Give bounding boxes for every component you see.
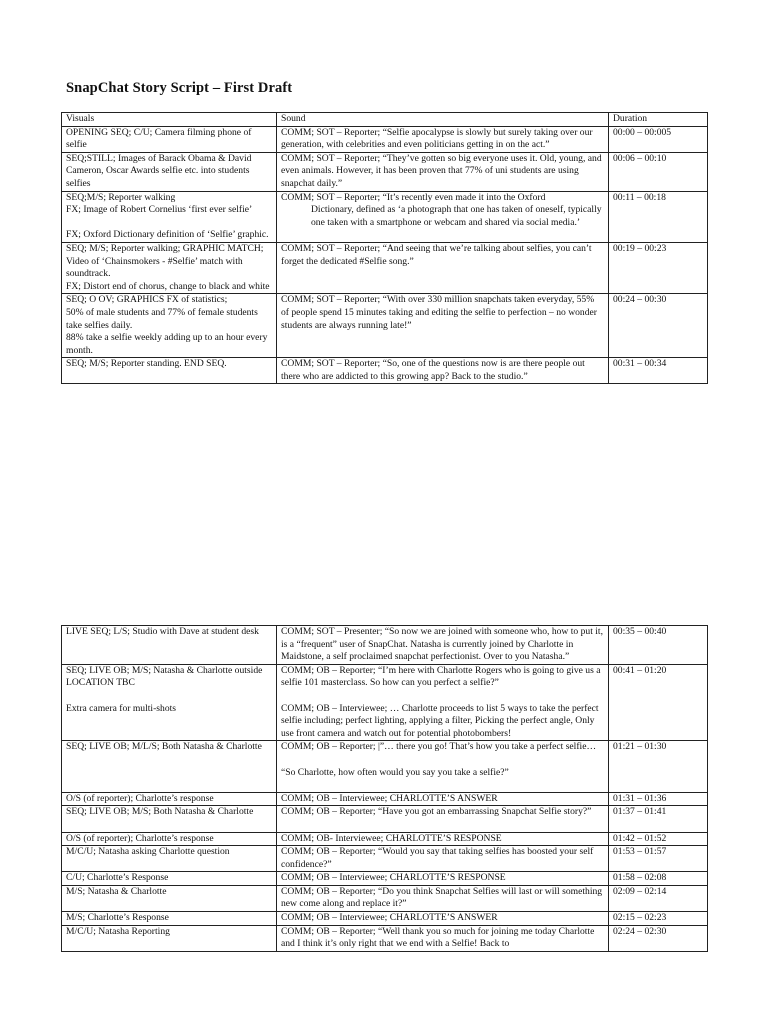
visuals-cell (62, 358, 277, 384)
table-header-row (62, 113, 708, 127)
cell-line: COMM; SOT – Reporter; “And seeing that we’re talking about selfies, you can’t forget the dedicated #Selfie song.” (281, 242, 592, 267)
cell-line: COMM; OB – Interviewee; … Charlotte proceeds to list 5 ways to take the perfect selfie including; perfect lighting, applying a filter, Picking the perfect angle, Only use front camera and watch out for potential photobombers! (281, 702, 599, 739)
visuals-cell (62, 664, 277, 741)
cell-line: SEQ; LIVE OB; M/S; Natasha & Charlotte outside LOCATION TBC (66, 664, 263, 689)
sound-cell (277, 885, 609, 911)
visuals-cell (62, 832, 277, 846)
sound-cell (277, 664, 609, 741)
cell-line: C/U; Charlotte’s Response (66, 872, 169, 884)
table-row (62, 741, 708, 792)
sound-cell (277, 242, 609, 293)
cell-line (281, 690, 603, 703)
header-sound: Sound (277, 113, 609, 127)
sound-cell (277, 912, 609, 926)
duration-cell: 01:42 – 01:52 (609, 832, 708, 846)
cell-line: M/C/U; Natasha asking Charlotte question (66, 846, 230, 858)
table-row (62, 664, 708, 741)
cell-line: OPENING SEQ; C/U; Camera filming phone of selfie (66, 126, 252, 151)
duration-cell: 00:19 – 00:23 (609, 242, 708, 293)
table-row (62, 358, 708, 384)
table-row (62, 885, 708, 911)
duration-cell: 02:24 – 02:30 (609, 925, 708, 951)
table-row (62, 294, 708, 358)
sound-cell (277, 792, 609, 806)
cell-line: M/S; Natasha & Charlotte (66, 885, 167, 897)
cell-line: SEQ; LIVE OB; M/L/S; Both Natasha & Charlotte (66, 741, 262, 753)
cell-line (281, 754, 603, 767)
cell-line: COMM; OB – Reporter; |”… there you go! That’s how you take a perfect selfie… (281, 741, 597, 753)
cell-line: M/C/U; Natasha Reporting (66, 925, 170, 937)
duration-cell: 00:31 – 00:34 (609, 358, 708, 384)
sound-cell (277, 294, 609, 358)
visuals-cell (62, 242, 277, 293)
cell-line: SEQ; M/S; Reporter standing. END SEQ. (66, 358, 227, 370)
duration-cell: 02:15 – 02:23 (609, 912, 708, 926)
table-row (62, 846, 708, 872)
table-row (62, 925, 708, 951)
sound-cell (277, 626, 609, 665)
document-title: SnapChat Story Script – First Draft (66, 80, 293, 96)
visuals-cell (62, 885, 277, 911)
cell-line: SEQ; O OV; GRAPHICS FX of statistics; (66, 294, 228, 306)
visuals-cell (62, 294, 277, 358)
visuals-cell (62, 626, 277, 665)
duration-cell: 01:37 – 01:41 (609, 806, 708, 832)
cell-line: SEQ; LIVE OB; M/S; Both Natasha & Charlotte (66, 806, 254, 818)
cell-line: COMM; OB – Interviewee; CHARLOTTE’S ANSWER (281, 912, 498, 924)
sound-cell (277, 741, 609, 792)
script-table-2 (61, 625, 708, 952)
table-row (62, 152, 708, 191)
cell-line: Extra camera for multi-shots (66, 702, 177, 714)
cell-line: COMM; OB – Reporter; “Do you think Snapchat Selfies will last or will something new come along and replace it?” (281, 885, 603, 910)
table-row (62, 191, 708, 242)
visuals-cell (62, 925, 277, 951)
cell-line: COMM; OB- Interviewee; CHARLOTTE’S RESPONSE (281, 832, 502, 844)
table-row (62, 242, 708, 293)
table-row (62, 126, 708, 152)
cell-line: SEQ; M/S; Reporter walking; GRAPHIC MATCH; Video of ‘Chainsmokers - #Selfie’ match with soundtrack. (66, 242, 264, 280)
cell-line: O/S (of reporter); Charlotte’s response (66, 792, 214, 804)
visuals-cell (62, 806, 277, 832)
duration-cell: 00:00 – 00:005 (609, 126, 708, 152)
cell-line (281, 819, 603, 832)
cell-line: COMM; SOT – Reporter; “With over 330 million snapchats taken everyday, 55% of people spend 15 minutes taking and editing the selfie to perfection – no wonder students are always running late!” (281, 294, 597, 331)
table-row (62, 832, 708, 846)
table-row (62, 912, 708, 926)
header-visuals: Visuals (62, 113, 277, 127)
sound-cell (277, 126, 609, 152)
visuals-cell (62, 152, 277, 191)
duration-cell: 02:09 – 02:14 (609, 885, 708, 911)
cell-line: COMM; OB – Reporter; “I’m here with Charlotte Rogers who is going to give us a selfie 101 masterclass. So how can you perfect a selfie?” (281, 664, 601, 689)
cell-line: COMM; OB – Reporter; “Well thank you so much for joining me today Charlotte and I think it’s only right that we end with a Selfie! Back to (281, 925, 595, 950)
duration-cell: 00:06 – 00:10 (609, 152, 708, 191)
cell-line: COMM; SOT – Reporter; “It’s recently even made it into the Oxford (281, 191, 546, 203)
cell-line: 88% take a selfie weekly adding up to an hour every month. (66, 332, 268, 356)
cell-line: COMM; SOT – Reporter; “Selfie apocalypse is slowly but surely taking over our generation, with celebrities and even politicians getting in on the act.” (281, 126, 593, 151)
duration-cell: 00:35 – 00:40 (609, 626, 708, 665)
sound-cell (277, 832, 609, 846)
sound-cell (277, 358, 609, 384)
cell-line: FX; Oxford Dictionary definition of ‘Selfie’ graphic. (66, 229, 269, 241)
cell-line: COMM; OB – Interviewee; CHARLOTTE’S RESPONSE (281, 872, 506, 884)
table-row (62, 872, 708, 886)
cell-line: O/S (of reporter); Charlotte’s response (66, 832, 214, 844)
visuals-cell (62, 846, 277, 872)
sound-cell (277, 806, 609, 832)
cell-line: COMM; OB – Reporter; “Would you say that taking selfies has boosted your self confidence?” (281, 846, 594, 870)
duration-cell: 00:24 – 00:30 (609, 294, 708, 358)
cell-line (66, 690, 271, 703)
cell-line: COMM; SOT – Reporter; “They’ve gotten so big everyone uses it. Old, young, and even animals. However, it has been proven that 77% of uni students are using snapchat daily.” (281, 152, 602, 189)
duration-cell: 01:31 – 01:36 (609, 792, 708, 806)
cell-line: COMM; OB – Reporter; “Have you got an embarrassing Snapchat Selfie story?” (281, 806, 592, 818)
cell-line: LIVE SEQ; L/S; Studio with Dave at student desk (66, 626, 259, 637)
cell-line: FX; Distort end of chorus, change to black and white (66, 280, 270, 292)
cell-line: FX; Image of Robert Cornelius ‘first ever selfie’ (66, 204, 253, 216)
duration-cell: 01:21 – 01:30 (609, 741, 708, 792)
table-row (62, 806, 708, 832)
cell-line: COMM; SOT – Presenter; “So now we are joined with someone who, how to put it, is a “frequent” user of SnapChat. Natasha is currently joined by Charlotte in Maidstone, a self proclaimed snapchat perfectionist. Over to you Natasha.” (281, 626, 603, 663)
cell-line: 50% of male students and 77% of female students take selfies daily. (66, 306, 258, 331)
duration-cell: 00:11 – 00:18 (609, 191, 708, 242)
visuals-cell (62, 872, 277, 886)
cell-line: “So Charlotte, how often would you say you take a selfie?” (281, 766, 509, 778)
visuals-cell (62, 126, 277, 152)
duration-cell: 01:53 – 01:57 (609, 846, 708, 872)
header-duration: Duration (609, 113, 708, 127)
duration-cell: 00:41 – 01:20 (609, 664, 708, 741)
sound-cell (277, 925, 609, 951)
table-row (62, 792, 708, 806)
cell-line (281, 779, 603, 792)
table-row (62, 626, 708, 665)
cell-line: COMM; SOT – Reporter; “So, one of the questions now is are there people out there who are addicted to this growing app? Back to the studio.” (281, 358, 585, 382)
visuals-cell (62, 191, 277, 242)
sound-cell (277, 191, 609, 242)
visuals-cell (62, 741, 277, 792)
script-table-1 (61, 112, 708, 384)
cell-line: COMM; OB – Interviewee; CHARLOTTE’S ANSWER (281, 792, 498, 804)
visuals-cell (62, 912, 277, 926)
cell-line (66, 217, 271, 230)
cell-line-indented: Dictionary, defined as ‘a photograph that one has taken of oneself, typically one taken with a smartphone or webcam and shared via social media.’ (311, 204, 602, 228)
cell-line: SEQ;M/S; Reporter walking (66, 191, 176, 203)
sound-cell (277, 152, 609, 191)
duration-cell: 01:58 – 02:08 (609, 872, 708, 886)
sound-cell (277, 846, 609, 872)
cell-line: M/S; Charlotte’s Response (66, 912, 169, 924)
sound-cell (277, 872, 609, 886)
visuals-cell (62, 792, 277, 806)
cell-line: SEQ;STILL; Images of Barack Obama & David Cameron, Oscar Awards selfie etc. into students selfies (66, 152, 252, 189)
